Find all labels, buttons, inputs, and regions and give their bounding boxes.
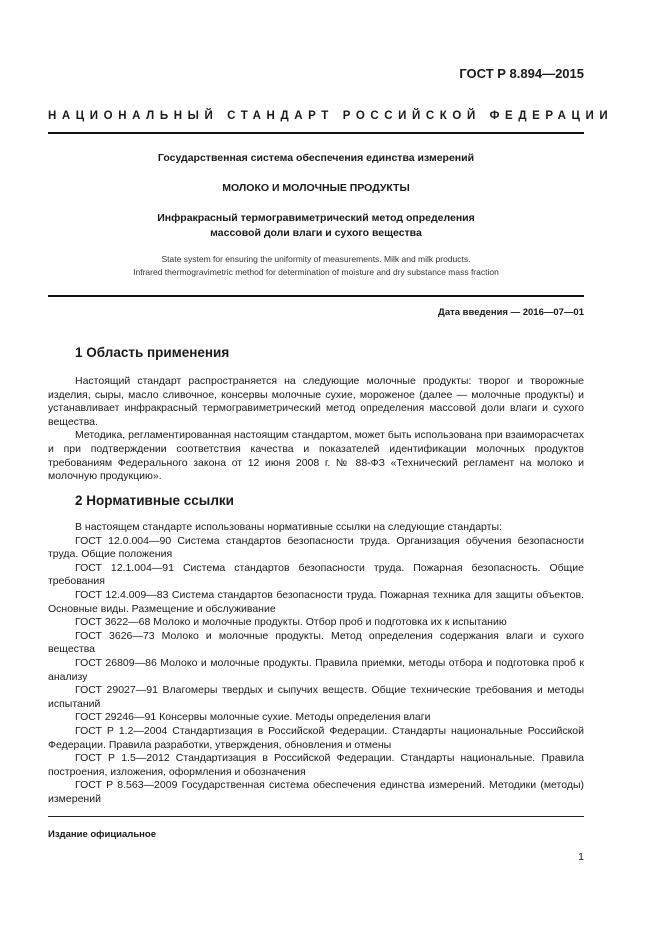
reference-item: ГОСТ Р 1.5—2012 Стандартизация в Российской Федерации. Стандарты национальные. Правила построения, изложения, оформления и обозначения bbox=[48, 752, 584, 778]
title-rule bbox=[48, 295, 584, 297]
national-standard-banner: НАЦИОНАЛЬНЫЙ СТАНДАРТ РОССИЙСКОЙ ФЕДЕРАЦИИ bbox=[48, 110, 614, 122]
subtitle-line: Инфракрасный термогравиметрический метод определения bbox=[157, 212, 475, 224]
subtitle-line: массовой доли влаги и сухого вещества bbox=[210, 227, 422, 239]
subtitle bbox=[48, 211, 584, 241]
references-list bbox=[48, 521, 584, 806]
edition-label: Издание официальное bbox=[48, 829, 156, 840]
paragraph: Методика, регламентированная настоящим стандартом, может быть использована при взаиморасчетах и при подтверждении соответствия качества и показателей идентификации молочных продуктов требованиям Федерального закона от 12 июня 2008 г. № 88-ФЗ «Технический регламент на молоко и молочную продукцию». bbox=[48, 429, 584, 483]
reference-item: ГОСТ 26809—86 Молоко и молочные продукты. Правила приемки, методы отбора и подготовка проб к анализу bbox=[48, 656, 584, 683]
english-title-line: State system for ensuring the uniformity of measurements. Milk and milk products. bbox=[161, 254, 471, 264]
paragraph: Настоящий стандарт распространяется на следующие молочные продукты: творог и творожные изделия, сыры, масло сливочное, консервы молочные сухие, мороженое (далее — молочные продукты) и устанавливает инфракрасный термогравиметрический метод определения массовой доли влаги и сухого вещества. bbox=[48, 375, 584, 428]
section-heading: 2 Нормативные ссылки bbox=[75, 493, 234, 508]
reference-item: ГОСТ Р 8.563—2009 Государственная система обеспечения единства измерений. Методики (методы) измерений bbox=[48, 779, 584, 805]
reference-item: ГОСТ 12.1.004—91 Система стандартов безопасности труда. Пожарная безопасность. Общие требования bbox=[48, 561, 584, 588]
reference-item: ГОСТ 3626—73 Молоко и молочные продукты. Метод определения содержания влаги и сухого вещества bbox=[48, 629, 584, 656]
section-body bbox=[48, 375, 584, 484]
reference-item: ГОСТ 12.4.009—83 Система стандартов безопасности труда. Пожарная техника для защиты объектов. Основные виды. Размещение и обслуживание bbox=[48, 588, 584, 615]
reference-item: ГОСТ 12.0.004—90 Система стандартов безопасности труда. Организация обучения безопасности труда. Общие положения bbox=[48, 534, 584, 561]
introduction-date: Дата введения — 2016—07—01 bbox=[438, 307, 584, 318]
document-number: ГОСТ Р 8.894—2015 bbox=[459, 66, 584, 81]
reference-item: ГОСТ 3622—68 Молоко и молочные продукты. Отбор проб и подготовка их к испытанию bbox=[75, 616, 507, 629]
reference-item: ГОСТ 29246—91 Консервы молочные сухие. Методы определения влаги bbox=[75, 711, 431, 724]
system-title: Государственная система обеспечения единства измерений bbox=[157, 152, 475, 164]
main-title: МОЛОКО И МОЛОЧНЫЕ ПРОДУКТЫ bbox=[222, 182, 410, 194]
reference-item: ГОСТ Р 1.2—2004 Стандартизация в Российской Федерации. Стандарты национальные Российской Федерации. Правила разработки, утверждения, обновления и отмены bbox=[48, 724, 584, 751]
page-number: 1 bbox=[578, 851, 584, 863]
english-title-line: Infrared thermogravimetric method for determination of moisture and dry substance mass fraction bbox=[133, 267, 499, 277]
header-rule bbox=[48, 132, 584, 134]
english-title bbox=[48, 253, 584, 279]
footer-rule bbox=[48, 816, 584, 817]
paragraph: В настоящем стандарте использованы нормативные ссылки на следующие стандарты: bbox=[75, 521, 502, 533]
reference-item: ГОСТ 29027—91 Влагомеры твердых и сыпучих веществ. Общие технические требования и методы испытаний bbox=[48, 684, 584, 710]
section-heading: 1 Область применения bbox=[75, 345, 230, 360]
